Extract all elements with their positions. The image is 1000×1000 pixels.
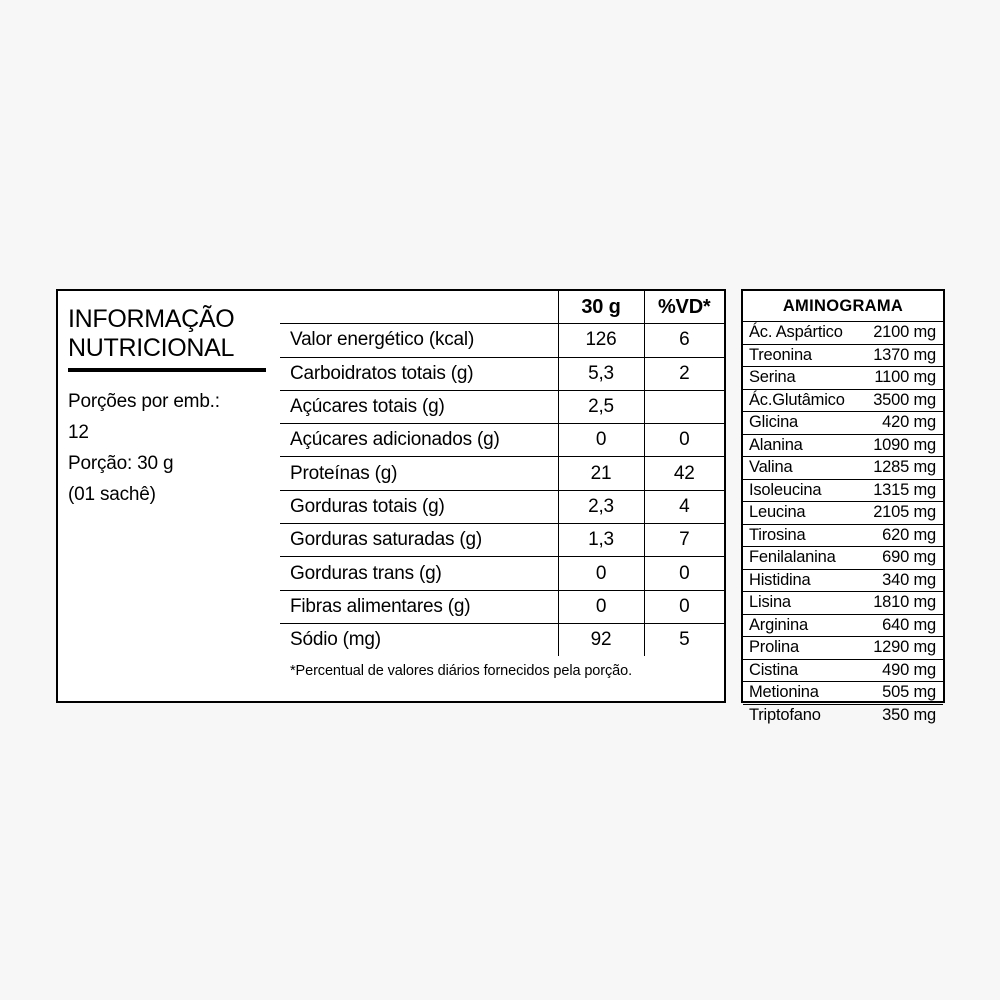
- amino-acid-value: 1315 mg: [857, 479, 943, 502]
- amino-acid-name: Ác. Aspártico: [743, 322, 857, 345]
- nutrient-daily-value: 2: [644, 357, 724, 390]
- table-row: [280, 424, 724, 457]
- nutrition-title-line-2: NUTRICIONAL: [68, 334, 235, 362]
- nutrient-daily-value: [644, 390, 724, 423]
- table-row: [743, 389, 943, 412]
- nutrient-amount: 126: [558, 324, 644, 357]
- amino-acid-value: 490 mg: [857, 659, 943, 682]
- daily-value-footnote: *Percentual de valores diários fornecidos pela porção.: [290, 663, 632, 680]
- amino-acid-value: 3500 mg: [857, 389, 943, 412]
- amino-acid-value: 350 mg: [882, 705, 936, 724]
- nutrition-header-daily-value: %VD*: [644, 291, 724, 324]
- nutrient-daily-value: 42: [644, 457, 724, 490]
- amino-acid-name: Lisina: [743, 592, 857, 615]
- nutrient-daily-value: 0: [644, 590, 724, 623]
- table-row: [743, 569, 943, 592]
- table-row: [743, 412, 943, 435]
- table-row: [743, 457, 943, 480]
- nutrient-amount: 1,3: [558, 524, 644, 557]
- nutrient-name: Fibras alimentares (g): [280, 590, 558, 623]
- serving-information: [68, 386, 270, 510]
- amino-acid-value: 1370 mg: [857, 344, 943, 367]
- servings-per-package-label: Porções por emb.:: [68, 391, 220, 412]
- table-row: [743, 322, 943, 345]
- aminogram-title: AMINOGRAMA: [743, 291, 943, 322]
- table-row: [280, 623, 724, 656]
- aminogram-panel: [741, 289, 945, 724]
- amino-acid-name: Serina: [743, 367, 857, 390]
- amino-acid-name: Fenilalanina: [743, 547, 857, 570]
- table-row: [280, 390, 724, 423]
- nutrition-header-amount: 30 g: [558, 291, 644, 324]
- portion-size-label: Porção: 30 g: [68, 453, 174, 474]
- table-row: [743, 502, 943, 525]
- nutrient-name: Açúcares adicionados (g): [280, 424, 558, 457]
- table-row: [280, 590, 724, 623]
- amino-acid-name: Histidina: [743, 569, 857, 592]
- table-row: [280, 357, 724, 390]
- amino-acid-value: 1810 mg: [857, 592, 943, 615]
- table-row: [743, 344, 943, 367]
- nutrition-values-column: [280, 291, 724, 701]
- table-row: [280, 324, 724, 357]
- amino-acid-name: Treonina: [743, 344, 857, 367]
- nutrient-amount: 0: [558, 424, 644, 457]
- amino-acid-value: 420 mg: [857, 412, 943, 435]
- nutrition-table: [280, 291, 724, 656]
- nutrient-name: Gorduras saturadas (g): [280, 524, 558, 557]
- nutrient-daily-value: 7: [644, 524, 724, 557]
- table-row: [280, 490, 724, 523]
- amino-acid-name: Isoleucina: [743, 479, 857, 502]
- nutrient-name: Carboidratos totais (g): [280, 357, 558, 390]
- nutrient-amount: 2,3: [558, 490, 644, 523]
- amino-acid-value: 690 mg: [857, 547, 943, 570]
- nutrient-name: Açúcares totais (g): [280, 390, 558, 423]
- amino-acid-name: Cistina: [743, 659, 857, 682]
- table-row: [743, 367, 943, 390]
- amino-acid-value: 340 mg: [857, 569, 943, 592]
- amino-acid-value: 1285 mg: [857, 457, 943, 480]
- table-row: [280, 457, 724, 490]
- aminogram-table: [743, 291, 943, 726]
- portion-size-note: (01 sachê): [68, 484, 156, 505]
- amino-acid-name: Glicina: [743, 412, 857, 435]
- servings-per-package-value: 12: [68, 422, 89, 443]
- table-row: [280, 524, 724, 557]
- amino-acid-name: Tirosina: [743, 524, 857, 547]
- table-row: [743, 659, 943, 682]
- table-row: [743, 434, 943, 457]
- aminogram-header-row: [743, 291, 943, 322]
- nutrient-name: Sódio (mg): [280, 623, 558, 656]
- nutrient-name: Gorduras trans (g): [280, 557, 558, 590]
- amino-acid-name: Arginina: [743, 614, 857, 637]
- table-row: [743, 637, 943, 660]
- amino-acid-name: Triptofano: [749, 705, 821, 724]
- amino-acid-value: 1090 mg: [857, 434, 943, 457]
- table-row: [743, 524, 943, 547]
- amino-acid-value: 640 mg: [857, 614, 943, 637]
- nutrition-panel-title: [68, 305, 266, 372]
- amino-acid-value: 1290 mg: [857, 637, 943, 660]
- table-row: [743, 682, 943, 705]
- nutrient-name: Proteínas (g): [280, 457, 558, 490]
- nutrition-summary-column: [58, 291, 280, 701]
- amino-acid-name: Leucina: [743, 502, 857, 525]
- amino-acid-value: 505 mg: [857, 682, 943, 705]
- nutrition-title-line-1: INFORMAÇÃO: [68, 305, 235, 333]
- amino-acid-name: Valina: [743, 457, 857, 480]
- table-row: [743, 614, 943, 637]
- amino-acid-name: Metionina: [743, 682, 857, 705]
- nutrient-daily-value: 0: [644, 424, 724, 457]
- amino-acid-name: Alanina: [743, 434, 857, 457]
- table-row: [280, 557, 724, 590]
- nutrient-amount: 0: [558, 557, 644, 590]
- table-row: [743, 704, 943, 726]
- amino-acid-name: Prolina: [743, 637, 857, 660]
- nutrient-name: Gorduras totais (g): [280, 490, 558, 523]
- table-row: [743, 547, 943, 570]
- amino-acid-value: 2105 mg: [857, 502, 943, 525]
- nutrient-amount: 5,3: [558, 357, 644, 390]
- nutrition-header-nutrient: [280, 291, 558, 324]
- amino-acid-value: 620 mg: [857, 524, 943, 547]
- nutrition-table-header-row: [280, 291, 724, 324]
- nutrient-amount: 0: [558, 590, 644, 623]
- nutrient-name: Valor energético (kcal): [280, 324, 558, 357]
- nutrient-amount: 21: [558, 457, 644, 490]
- nutrient-amount: 2,5: [558, 390, 644, 423]
- nutrient-daily-value: 4: [644, 490, 724, 523]
- amino-acid-value: 1100 mg: [857, 367, 943, 390]
- nutrient-daily-value: 6: [644, 324, 724, 357]
- nutrition-facts-panel: [56, 289, 726, 703]
- nutrient-daily-value: 5: [679, 629, 690, 651]
- amino-acid-name: Ác.Glutâmico: [743, 389, 857, 412]
- nutrient-amount: 92: [558, 623, 644, 656]
- table-row: [743, 479, 943, 502]
- nutrient-daily-value: 0: [644, 557, 724, 590]
- table-row: [743, 592, 943, 615]
- amino-acid-value: 2100 mg: [857, 322, 943, 345]
